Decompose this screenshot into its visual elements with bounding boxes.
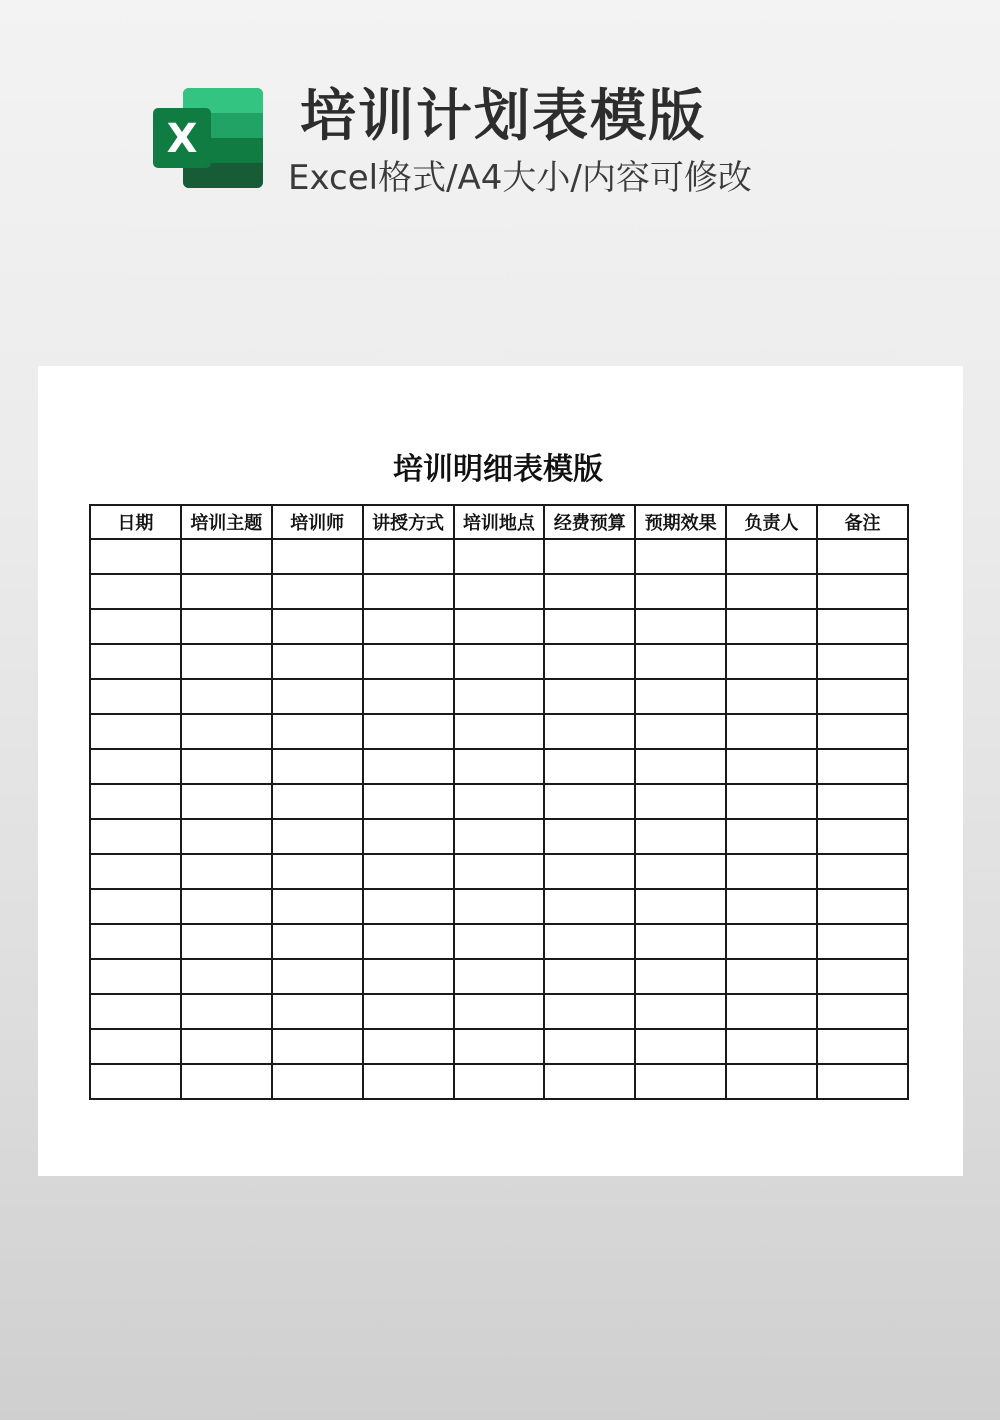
table-cell	[635, 959, 726, 994]
table-cell	[90, 609, 181, 644]
sheet-title: 培训明细表模版	[393, 452, 603, 487]
table-cell	[817, 994, 908, 1029]
column-header-owner: 负责人	[726, 505, 817, 539]
table-cell	[181, 609, 272, 644]
table-cell	[544, 679, 635, 714]
table-row	[90, 924, 908, 959]
table-cell	[363, 749, 454, 784]
table-cell	[817, 539, 908, 574]
table-cell	[454, 574, 545, 609]
table-row	[90, 889, 908, 924]
table-cell	[272, 1029, 363, 1064]
table-cell	[90, 679, 181, 714]
table-cell	[181, 679, 272, 714]
column-header-topic: 培训主题	[181, 505, 272, 539]
table-cell	[726, 714, 817, 749]
column-header-notes: 备注	[817, 505, 908, 539]
table-cell	[363, 1029, 454, 1064]
table-row	[90, 714, 908, 749]
table-cell	[454, 1064, 545, 1099]
table-cell	[272, 959, 363, 994]
table-cell	[181, 819, 272, 854]
table-cell	[454, 994, 545, 1029]
table-cell	[181, 959, 272, 994]
table-cell	[90, 784, 181, 819]
table-cell	[181, 784, 272, 819]
table-cell	[726, 889, 817, 924]
page-title: 培训计划表模版	[300, 84, 706, 149]
table-cell	[90, 854, 181, 889]
table-cell	[90, 994, 181, 1029]
table-cell	[726, 749, 817, 784]
table-cell	[90, 749, 181, 784]
table-cell	[544, 854, 635, 889]
table-cell	[181, 994, 272, 1029]
table-cell	[363, 889, 454, 924]
table-cell	[272, 714, 363, 749]
table-cell	[90, 539, 181, 574]
training-detail-table	[89, 504, 909, 1100]
table-cell	[363, 819, 454, 854]
excel-logo-letter: X	[166, 116, 198, 162]
table-cell	[454, 924, 545, 959]
table-cell	[454, 679, 545, 714]
table-cell	[726, 644, 817, 679]
table-cell	[272, 644, 363, 679]
table-cell	[181, 539, 272, 574]
table-cell	[817, 1064, 908, 1099]
table-cell	[90, 574, 181, 609]
table-cell	[363, 609, 454, 644]
table-cell	[544, 609, 635, 644]
table-cell	[544, 749, 635, 784]
table-cell	[817, 854, 908, 889]
table-row	[90, 784, 908, 819]
table-cell	[726, 784, 817, 819]
table-row	[90, 609, 908, 644]
table-row	[90, 1064, 908, 1099]
table-cell	[363, 644, 454, 679]
table-cell	[726, 679, 817, 714]
column-header-location: 培训地点	[454, 505, 545, 539]
table-cell	[90, 924, 181, 959]
table-cell	[635, 924, 726, 959]
table-cell	[181, 1029, 272, 1064]
table-cell	[726, 539, 817, 574]
table-cell	[544, 924, 635, 959]
table-cell	[454, 784, 545, 819]
column-header-trainer: 培训师	[272, 505, 363, 539]
table-cell	[817, 644, 908, 679]
table-cell	[544, 539, 635, 574]
table-cell	[726, 1064, 817, 1099]
table-cell	[635, 749, 726, 784]
table-cell	[272, 539, 363, 574]
table-cell	[544, 574, 635, 609]
table-cell	[181, 714, 272, 749]
table-cell	[544, 784, 635, 819]
table-cell	[363, 994, 454, 1029]
column-header-method: 讲授方式	[363, 505, 454, 539]
table-cell	[454, 1029, 545, 1064]
table-cell	[635, 994, 726, 1029]
table-cell	[726, 959, 817, 994]
table-cell	[817, 714, 908, 749]
table-cell	[181, 889, 272, 924]
table-cell	[544, 714, 635, 749]
table-cell	[635, 1064, 726, 1099]
table-cell	[635, 539, 726, 574]
table-cell	[363, 539, 454, 574]
table-row	[90, 959, 908, 994]
table-cell	[635, 889, 726, 924]
table-row	[90, 679, 908, 714]
table-row	[90, 994, 908, 1029]
table-cell	[726, 1029, 817, 1064]
table-cell	[454, 539, 545, 574]
table-cell	[726, 854, 817, 889]
table-cell	[635, 609, 726, 644]
table-row	[90, 539, 908, 574]
table-cell	[454, 819, 545, 854]
table-cell	[272, 1064, 363, 1099]
table-cell	[635, 574, 726, 609]
table-cell	[272, 889, 363, 924]
table-cell	[181, 574, 272, 609]
table-cell	[817, 924, 908, 959]
table-cell	[363, 574, 454, 609]
table-cell	[544, 1064, 635, 1099]
table-cell	[90, 889, 181, 924]
table-cell	[817, 889, 908, 924]
table-cell	[635, 784, 726, 819]
table-cell	[726, 819, 817, 854]
table-cell	[272, 749, 363, 784]
table-cell	[363, 854, 454, 889]
table-cell	[454, 644, 545, 679]
table-cell	[363, 714, 454, 749]
table-row	[90, 644, 908, 679]
table-row	[90, 749, 908, 784]
table-row	[90, 574, 908, 609]
table-cell	[544, 644, 635, 679]
table-cell	[272, 679, 363, 714]
page-subtitle: Excel格式/A4大小/内容可修改	[288, 158, 752, 198]
table-cell	[454, 749, 545, 784]
table-cell	[181, 749, 272, 784]
table-cell	[817, 819, 908, 854]
table-cell	[272, 924, 363, 959]
table-cell	[90, 819, 181, 854]
table-cell	[181, 1064, 272, 1099]
table-cell	[635, 819, 726, 854]
table-cell	[635, 644, 726, 679]
table-row	[90, 854, 908, 889]
column-header-budget: 经费预算	[544, 505, 635, 539]
table-cell	[181, 924, 272, 959]
table-cell	[817, 679, 908, 714]
table-cell	[635, 854, 726, 889]
table-cell	[272, 994, 363, 1029]
table-row	[90, 819, 908, 854]
table-cell	[454, 854, 545, 889]
table-cell	[90, 714, 181, 749]
table-cell	[272, 819, 363, 854]
table-cell	[817, 1029, 908, 1064]
table-cell	[181, 644, 272, 679]
table-cell	[544, 994, 635, 1029]
table-cell	[454, 609, 545, 644]
table-header-row	[90, 505, 908, 539]
table-cell	[272, 609, 363, 644]
table-cell	[817, 959, 908, 994]
table-cell	[363, 679, 454, 714]
table-cell	[544, 959, 635, 994]
table-cell	[726, 994, 817, 1029]
table-cell	[363, 784, 454, 819]
table-cell	[817, 609, 908, 644]
table-cell	[544, 1029, 635, 1064]
table-cell	[90, 1064, 181, 1099]
column-header-date: 日期	[90, 505, 181, 539]
excel-icon	[153, 88, 265, 188]
table-cell	[544, 889, 635, 924]
table-cell	[817, 749, 908, 784]
table-cell	[544, 819, 635, 854]
table-cell	[90, 1029, 181, 1064]
table-cell	[181, 854, 272, 889]
table-row	[90, 1029, 908, 1064]
table-cell	[363, 1064, 454, 1099]
table-cell	[272, 574, 363, 609]
table-cell	[454, 714, 545, 749]
table-cell	[726, 574, 817, 609]
table-cell	[272, 784, 363, 819]
table-cell	[90, 959, 181, 994]
table-cell	[90, 644, 181, 679]
table-cell	[817, 574, 908, 609]
table-cell	[635, 679, 726, 714]
table-cell	[363, 924, 454, 959]
table-cell	[363, 959, 454, 994]
table-cell	[272, 854, 363, 889]
table-cell	[635, 1029, 726, 1064]
table-cell	[454, 959, 545, 994]
table-cell	[726, 609, 817, 644]
table-cell	[817, 784, 908, 819]
table-cell	[726, 924, 817, 959]
table-cell	[454, 889, 545, 924]
column-header-expected-effect: 预期效果	[635, 505, 726, 539]
table-cell	[635, 714, 726, 749]
